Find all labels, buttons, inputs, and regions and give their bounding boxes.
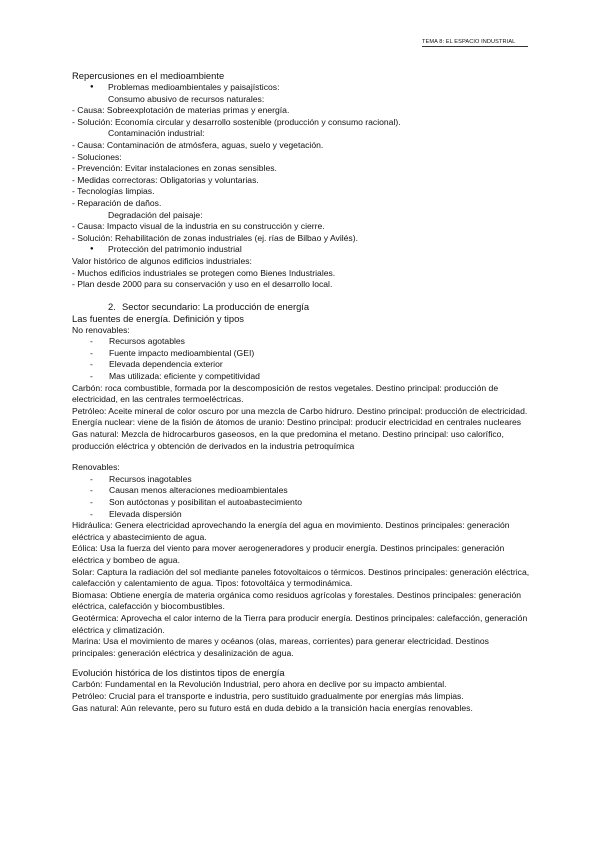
dash-list-item: - Son autóctonas y posibilitan el autoabastecimiento (90, 497, 303, 507)
dash-list-item: - Elevada dispersión (90, 508, 182, 519)
subheading-no-renovables: No renovables: (72, 324, 130, 335)
dash-list-item: - Recursos inagotables (90, 473, 192, 484)
text-line: - Plan desde 2000 para su conservación y uso en el desarrollo local. (72, 279, 333, 290)
subheading-contaminacion: Contaminación industrial: (108, 128, 205, 139)
paragraph-gas-natural: Gas natural: Mezcla de hidrocarburos gaseosos, en la que predomina el metano. Destino principal: uso calorífico, producción eléctrica y obtención de derivados en la industria petroquímica (72, 429, 504, 451)
text-line: - Reparación de daños. (72, 197, 162, 208)
text-line: - Causa: Contaminación de atmósfera, aguas, suelo y vegetación. (72, 139, 324, 150)
subheading-consumo: Consumo abusivo de recursos naturales: (108, 93, 265, 104)
page-header: TEMA 8: EL ESPACIO INDUSTRIAL (422, 39, 528, 47)
text-line: Gas natural: Aún relevante, pero su futuro está en duda debido a la transición hacia energías renovables. (72, 702, 473, 713)
text-line: - Tecnologías limpias. (72, 186, 155, 197)
bullet-item: ● Problemas medioambientales y paisajísticos: (72, 82, 532, 94)
text-line: Petróleo: Crucial para el transporte e industria, pero sustituido gradualmente por energías más limpias. (72, 690, 464, 701)
dash-list-item: - Causan menos alteraciones medioambientales (90, 485, 288, 496)
text-line: - Solución: Rehabilitación de zonas industriales (ej. rías de Bilbao y Avilés). (72, 232, 358, 243)
dash-list-item: - Mas utilizada: eficiente y competitividad (90, 371, 260, 382)
dash-list-item: - Recursos agotables (90, 336, 185, 347)
document-body (72, 70, 532, 714)
paragraph-nuclear: Energía nuclear: viene de la fisión de átomos de uranio: Destino principal: producir electricidad en centrales nucleares (72, 417, 522, 428)
text-line: - Soluciones: (72, 151, 122, 162)
paragraph-petroleo: Petróleo: Aceite mineral de color oscuro por una mezcla de Carbo hidruro. Destino principal: producción de electricidad. (72, 405, 528, 416)
text-line: Carbón: Fundamental en la Revolución Industrial, pero ahora en declive por su impacto ambiental. (72, 679, 447, 690)
text-line: - Solución: Economía circular y desarrollo sostenible (producción y consumo racional). (72, 116, 401, 127)
paragraph-hidraulica: Hidráulica: Genera electricidad aprovechando la energía del agua en movimiento. Destinos principales: generación eléctrica y abastecimiento de agua. (72, 520, 510, 542)
paragraph-biomasa: Biomasa: Obtiene energía de materia orgánica como residuos agrícolas y forestales. Destinos principales: generación eléctrica, calefacción y biocombustibles. (72, 589, 522, 612)
text-line: Valor histórico de algunos edificios industriales: (72, 255, 252, 266)
text-line: - Muchos edificios industriales se protegen como Bienes Industriales. (72, 267, 336, 278)
section-heading-repercusiones: Repercusiones en el medioambiente (72, 70, 225, 81)
text-line: - Medidas correctoras: Obligatorias y voluntarias. (72, 174, 259, 185)
subheading-renovables: Renovables: (72, 462, 120, 473)
subsection-heading-evolucion: Evolución histórica de los distintos tipos de energía (72, 667, 285, 679)
paragraph-carbon: Carbón: roca combustible, formada por la descomposición de restos vegetales. Destino principal: producción de electricidad, en las centrales termoeléctricas. (72, 382, 499, 405)
dash-list-item: - Fuente impacto medioambiental (GEI) (90, 347, 255, 358)
subsection-heading-fuentes: Las fuentes de energía. Definición y tipos (72, 312, 244, 324)
text-line: - Causa: Impacto visual de la industria en su construcción y cierre. (72, 221, 325, 232)
paragraph-geotermica: Geotérmica: Aprovecha el calor interno de la Tierra para producir energía. Destinos principales: calefacción, generación eléctrica y climatización. (72, 612, 528, 635)
dash-list-item: - Elevada dependencia exterior (90, 359, 223, 370)
text-line: - Prevención: Evitar instalaciones en zonas sensibles. (72, 163, 277, 174)
section-heading-sector-secundario: 2. Sector secundario: La producción de energía (108, 300, 310, 312)
subheading-degradacion: Degradación del paisaje: (108, 209, 203, 220)
paragraph-marina: Marina: Usa el movimiento de mares y océanos (olas, mareas, corrientes) para generar electricidad. Destinos principales: generación eléctrica y desalinización de agua. (72, 636, 489, 658)
paragraph-solar: Solar: Captura la radiación del sol mediante paneles fotovoltaicos o térmicos. Destinos principales: generación eléctrica, calefacción y calentamiento de agua. Tipos: fotovoltáica y termodinámica. (72, 566, 530, 589)
section-number: 2. (108, 300, 116, 312)
bullet-item: ● Protección del patrimonio industrial (72, 244, 532, 256)
text-line: - Causa: Sobreexplotación de materias primas y energía. (72, 105, 290, 116)
paragraph-eolica: Eólica: Usa la fuerza del viento para mover aerogeneradores y producir energía. Destinos principales: generación eléctrica y bombeo de agua. (72, 543, 505, 565)
